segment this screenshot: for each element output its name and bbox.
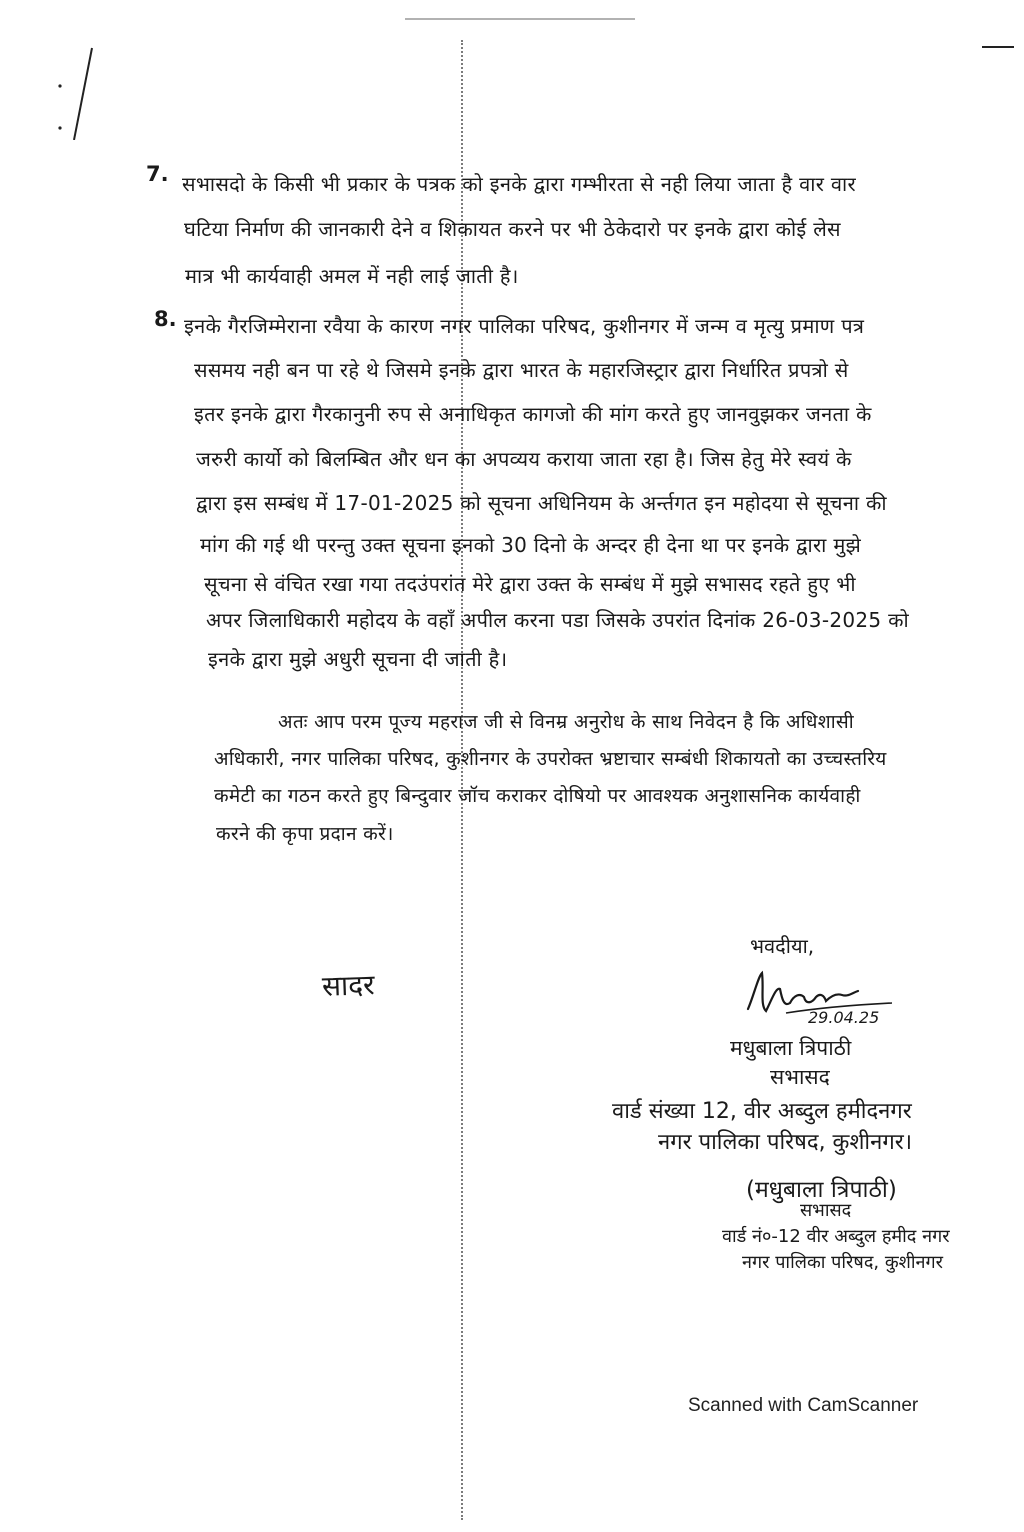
point-number: 8. (154, 307, 177, 331)
point-line: मात्र भी कार्यवाही अमल में नही लाई जाती है। (185, 264, 519, 288)
scanner-label: Scanned with CamScanner (688, 1395, 919, 1416)
top-scan-mark (405, 18, 635, 20)
request-line: अधिकारी, नगर पालिका परिषद, कुशीनगर के उपरोक्त भ्रष्टाचार सम्बंधी शिकायतो का उच्चस्तरिय (214, 748, 887, 770)
point-line: घटिया निर्माण की जानकारी देने व शिकायत करने पर भी ठेकेदारो पर इनके द्वारा कोई लेस (184, 217, 841, 241)
point-line: जरुरी कार्यो को बिलम्बित और धन का अपव्यय कराया जाता रहा है। जिस हेतु मेरे स्वयं के (196, 447, 852, 471)
stamp-council: नगर पालिका परिषद, कुशीनगर (742, 1252, 944, 1273)
point-line: द्वारा इस सम्बंध में 17-01-2025 को सूचना अधिनियम के अर्न्तगत इन महोदया से सूचना की (196, 491, 887, 515)
stamp-designation: सभासद (800, 1200, 852, 1221)
point-number: 7. (146, 162, 169, 186)
point-line: इनके गैरजिम्मेराना रवैया के कारण नगर पालिका परिषद, कुशीनगर में जन्म व मृत्यु प्रमाण पत्र (184, 314, 865, 338)
point-line: अपर जिलाधिकारी महोदय के वहाँ अपील करना पडा जिसके उपरांत दिनांक 26-03-2025 को (206, 608, 909, 632)
corner-tick-mark (52, 40, 102, 140)
point-line: इतर इनके द्वारा गैरकानुनी रुप से अनाधिकृत कागजो की मांग करते हुए जानवुझकर जनता के (194, 402, 872, 426)
point-line: ससमय नही बन पा रहे थे जिसमे इनके द्वारा भारत के महारजिस्ट्रार द्वारा निर्धारित प्रपत्रो से (194, 358, 849, 382)
request-line: कमेटी का गठन करते हुए बिन्दुवार जॉच कराकर दोषियो पर आवश्यक अनुशासनिक कार्यवाही (214, 785, 861, 807)
closing-salutation: भवदीया, (750, 934, 815, 958)
handwritten-note: सादर (321, 968, 376, 1003)
signatory-council: नगर पालिका परिषद, कुशीनगर। (658, 1130, 913, 1155)
point-line: इनके द्वारा मुझे अधुरी सूचना दी जाती है। (208, 647, 508, 671)
stamp-ward: वार्ड नं०-12 वीर अब्दुल हमीद नगर (722, 1226, 950, 1247)
point-line: सभासदो के किसी भी प्रकार के पत्रक को इनके द्वारा गम्भीरता से नही लिया जाता है वार वार (182, 172, 856, 196)
stamp-name: (मधुबाला त्रिपाठी) (746, 1177, 897, 1203)
signatory-ward: वार्ड संख्या 12, वीर अब्दुल हमीदनगर (612, 1099, 912, 1124)
right-dash-mark (982, 46, 1014, 48)
signatory-designation: सभासद (770, 1065, 830, 1089)
signature-date: 29.04.25 (808, 1008, 880, 1027)
request-line: करने की कृपा प्रदान करें। (216, 823, 394, 845)
point-line: मांग की गई थी परन्तु उक्त सूचना इनको 30 दिनो के अन्दर ही देना था पर इनके द्वारा मुझे (200, 533, 862, 557)
request-line: अतः आप परम पूज्य महराज जी से विनम्र अनुरोध के साथ निवेदन है कि अधिशासी (278, 711, 854, 733)
point-line: सूचना से वंचित रखा गया तदउंपरांत मेरे द्वारा उक्त के सम्बंध में मुझे सभासद रहते हुए भी (204, 572, 856, 596)
signatory-name: मधुबाला त्रिपाठी (730, 1036, 852, 1060)
